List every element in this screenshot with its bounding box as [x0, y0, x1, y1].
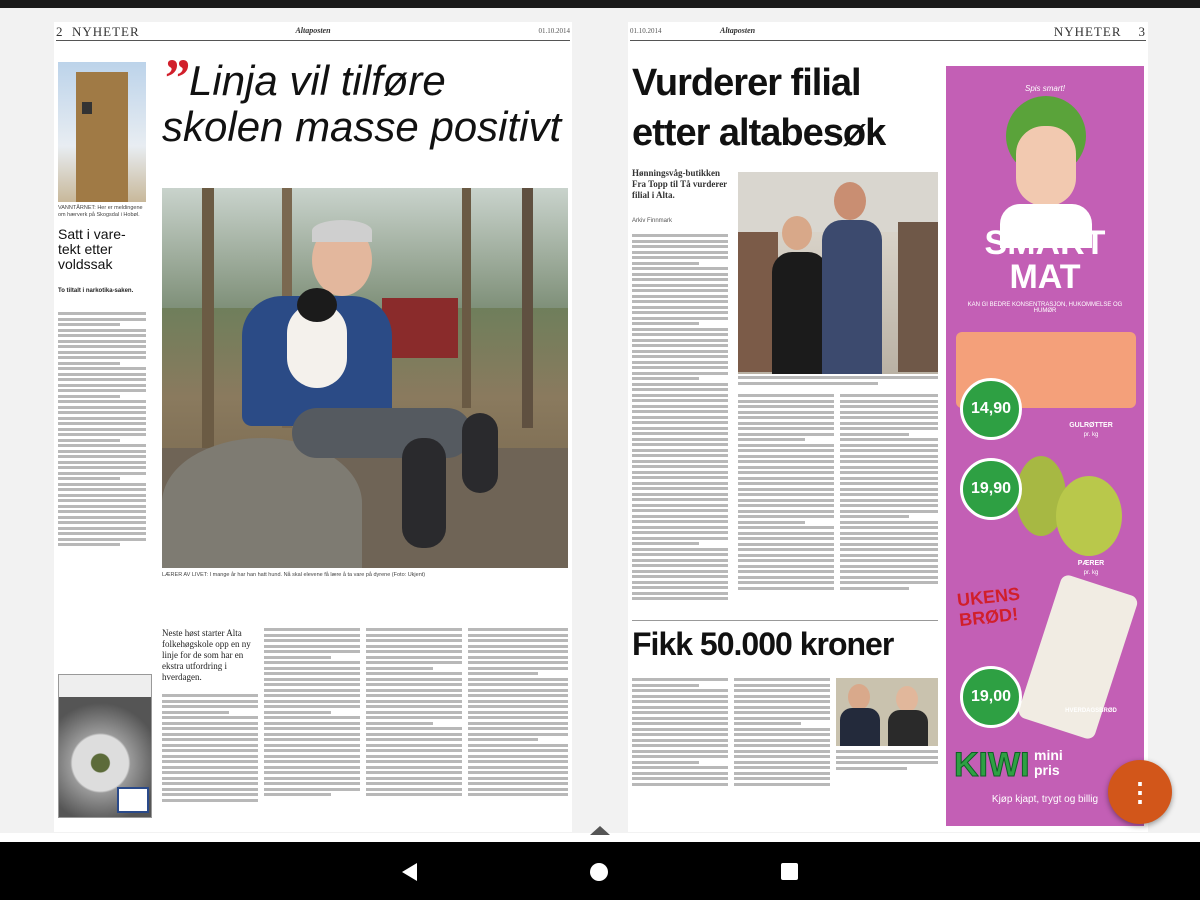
main-col-1	[162, 694, 258, 804]
ad-tagline: Spis smart!	[1024, 84, 1065, 93]
tower-photo	[58, 62, 146, 202]
note-bread: HVERDAGSBRØD	[1065, 708, 1117, 714]
back-icon[interactable]	[402, 863, 417, 881]
side-headline: Satt i vare-tekt etter voldssak	[58, 226, 126, 272]
kiwi-logo: KIWI mini pris	[954, 746, 1063, 784]
item-carrots: GULRØTTER	[1069, 422, 1113, 429]
home-icon[interactable]	[590, 863, 608, 881]
page-date-right: 01.10.2014	[630, 27, 662, 35]
price-pears[interactable]: 19,90	[960, 458, 1022, 520]
recents-icon[interactable]	[781, 863, 798, 880]
article1-byline: Arkiv Finnmark	[632, 218, 673, 224]
page-header-left	[56, 24, 570, 41]
paper-logo: Altaposten	[295, 26, 331, 35]
main-col-2	[264, 628, 360, 799]
eye-ad-title	[59, 675, 151, 695]
price-carrots[interactable]: 14,90	[960, 378, 1022, 440]
bottom-sheet-handle-icon[interactable]	[590, 826, 610, 835]
newspaper-spread[interactable]	[0, 8, 1200, 833]
note-carrots: pr. kg	[1083, 432, 1099, 438]
page-left[interactable]	[54, 22, 572, 832]
award-photo[interactable]	[836, 678, 938, 746]
ad-subtitle: KAN GI BEDRE KONSENTRASJON, HUKOMMELSE OG HUMØR	[967, 302, 1123, 314]
ad-weekly-bread: UKENS BRØD!	[956, 583, 1021, 631]
side-body-text	[58, 312, 146, 549]
article1-lead: Hønningsvåg-butikken Fra Topp til Tå vurderer filial i Alta.	[632, 168, 728, 200]
page-header-right	[630, 24, 1146, 41]
article2-headline: Fikk 50.000 kroner	[632, 626, 894, 662]
article1-col-3	[840, 394, 938, 592]
eye-ad[interactable]	[58, 674, 152, 818]
item-pears: PÆRER	[1077, 560, 1105, 567]
article1-col-1	[632, 234, 728, 603]
article2-col-2	[734, 678, 830, 788]
quote-mark-icon: ”	[162, 48, 189, 108]
main-lead: Neste høst starter Alta folkehøgskole opp en ny linje for de som har en ekstra utfordring i hverdagen.	[162, 628, 251, 682]
article2-col-1	[632, 678, 728, 788]
page-right[interactable]	[628, 22, 1148, 832]
note-pears: pr. kg	[1083, 570, 1099, 576]
kiwi-advert[interactable]	[946, 66, 1144, 826]
main-headline: ”Linja vil tilføre skolen masse positivt	[162, 48, 562, 150]
ad-slogan: Kjøp kjapt, trygt og billig	[991, 794, 1099, 805]
android-nav-bar	[0, 842, 1200, 900]
award-caption	[836, 750, 938, 772]
main-col-3	[366, 628, 462, 799]
ad-title-smart: SMART	[984, 224, 1106, 262]
article1-col-2	[738, 394, 834, 592]
article1-headline: Vurderer filial etter altabesøk	[632, 62, 886, 154]
main-photo-caption: LÆRER AV LIVET: I mange år har han hatt hund. Nå skal elevene få lære å ta vare på dyrene (Foto: Ukjent)	[162, 572, 426, 578]
page-number: 2 NYHETER	[56, 24, 140, 39]
more-vertical-icon[interactable]: ⋮	[1108, 760, 1172, 824]
status-bar	[0, 0, 1200, 8]
shop-photo[interactable]	[738, 172, 938, 374]
page-date: 01.10.2014	[538, 27, 570, 35]
side-caption: VANNTÅRNET: Her er meldingene om hærverk på Skogsdal i Hobøl.	[58, 205, 143, 218]
ad-title-mat: MAT	[1009, 258, 1081, 296]
main-photo[interactable]	[162, 188, 568, 568]
page-number-right: NYHETER 3	[1053, 24, 1146, 39]
price-bread[interactable]: 19,00	[960, 666, 1022, 728]
main-col-4	[468, 628, 568, 799]
paper-logo-right: Altaposten	[720, 26, 756, 35]
side-subhead: To tiltalt i narkotika-saken.	[58, 288, 134, 294]
shop-photo-caption	[738, 376, 938, 387]
